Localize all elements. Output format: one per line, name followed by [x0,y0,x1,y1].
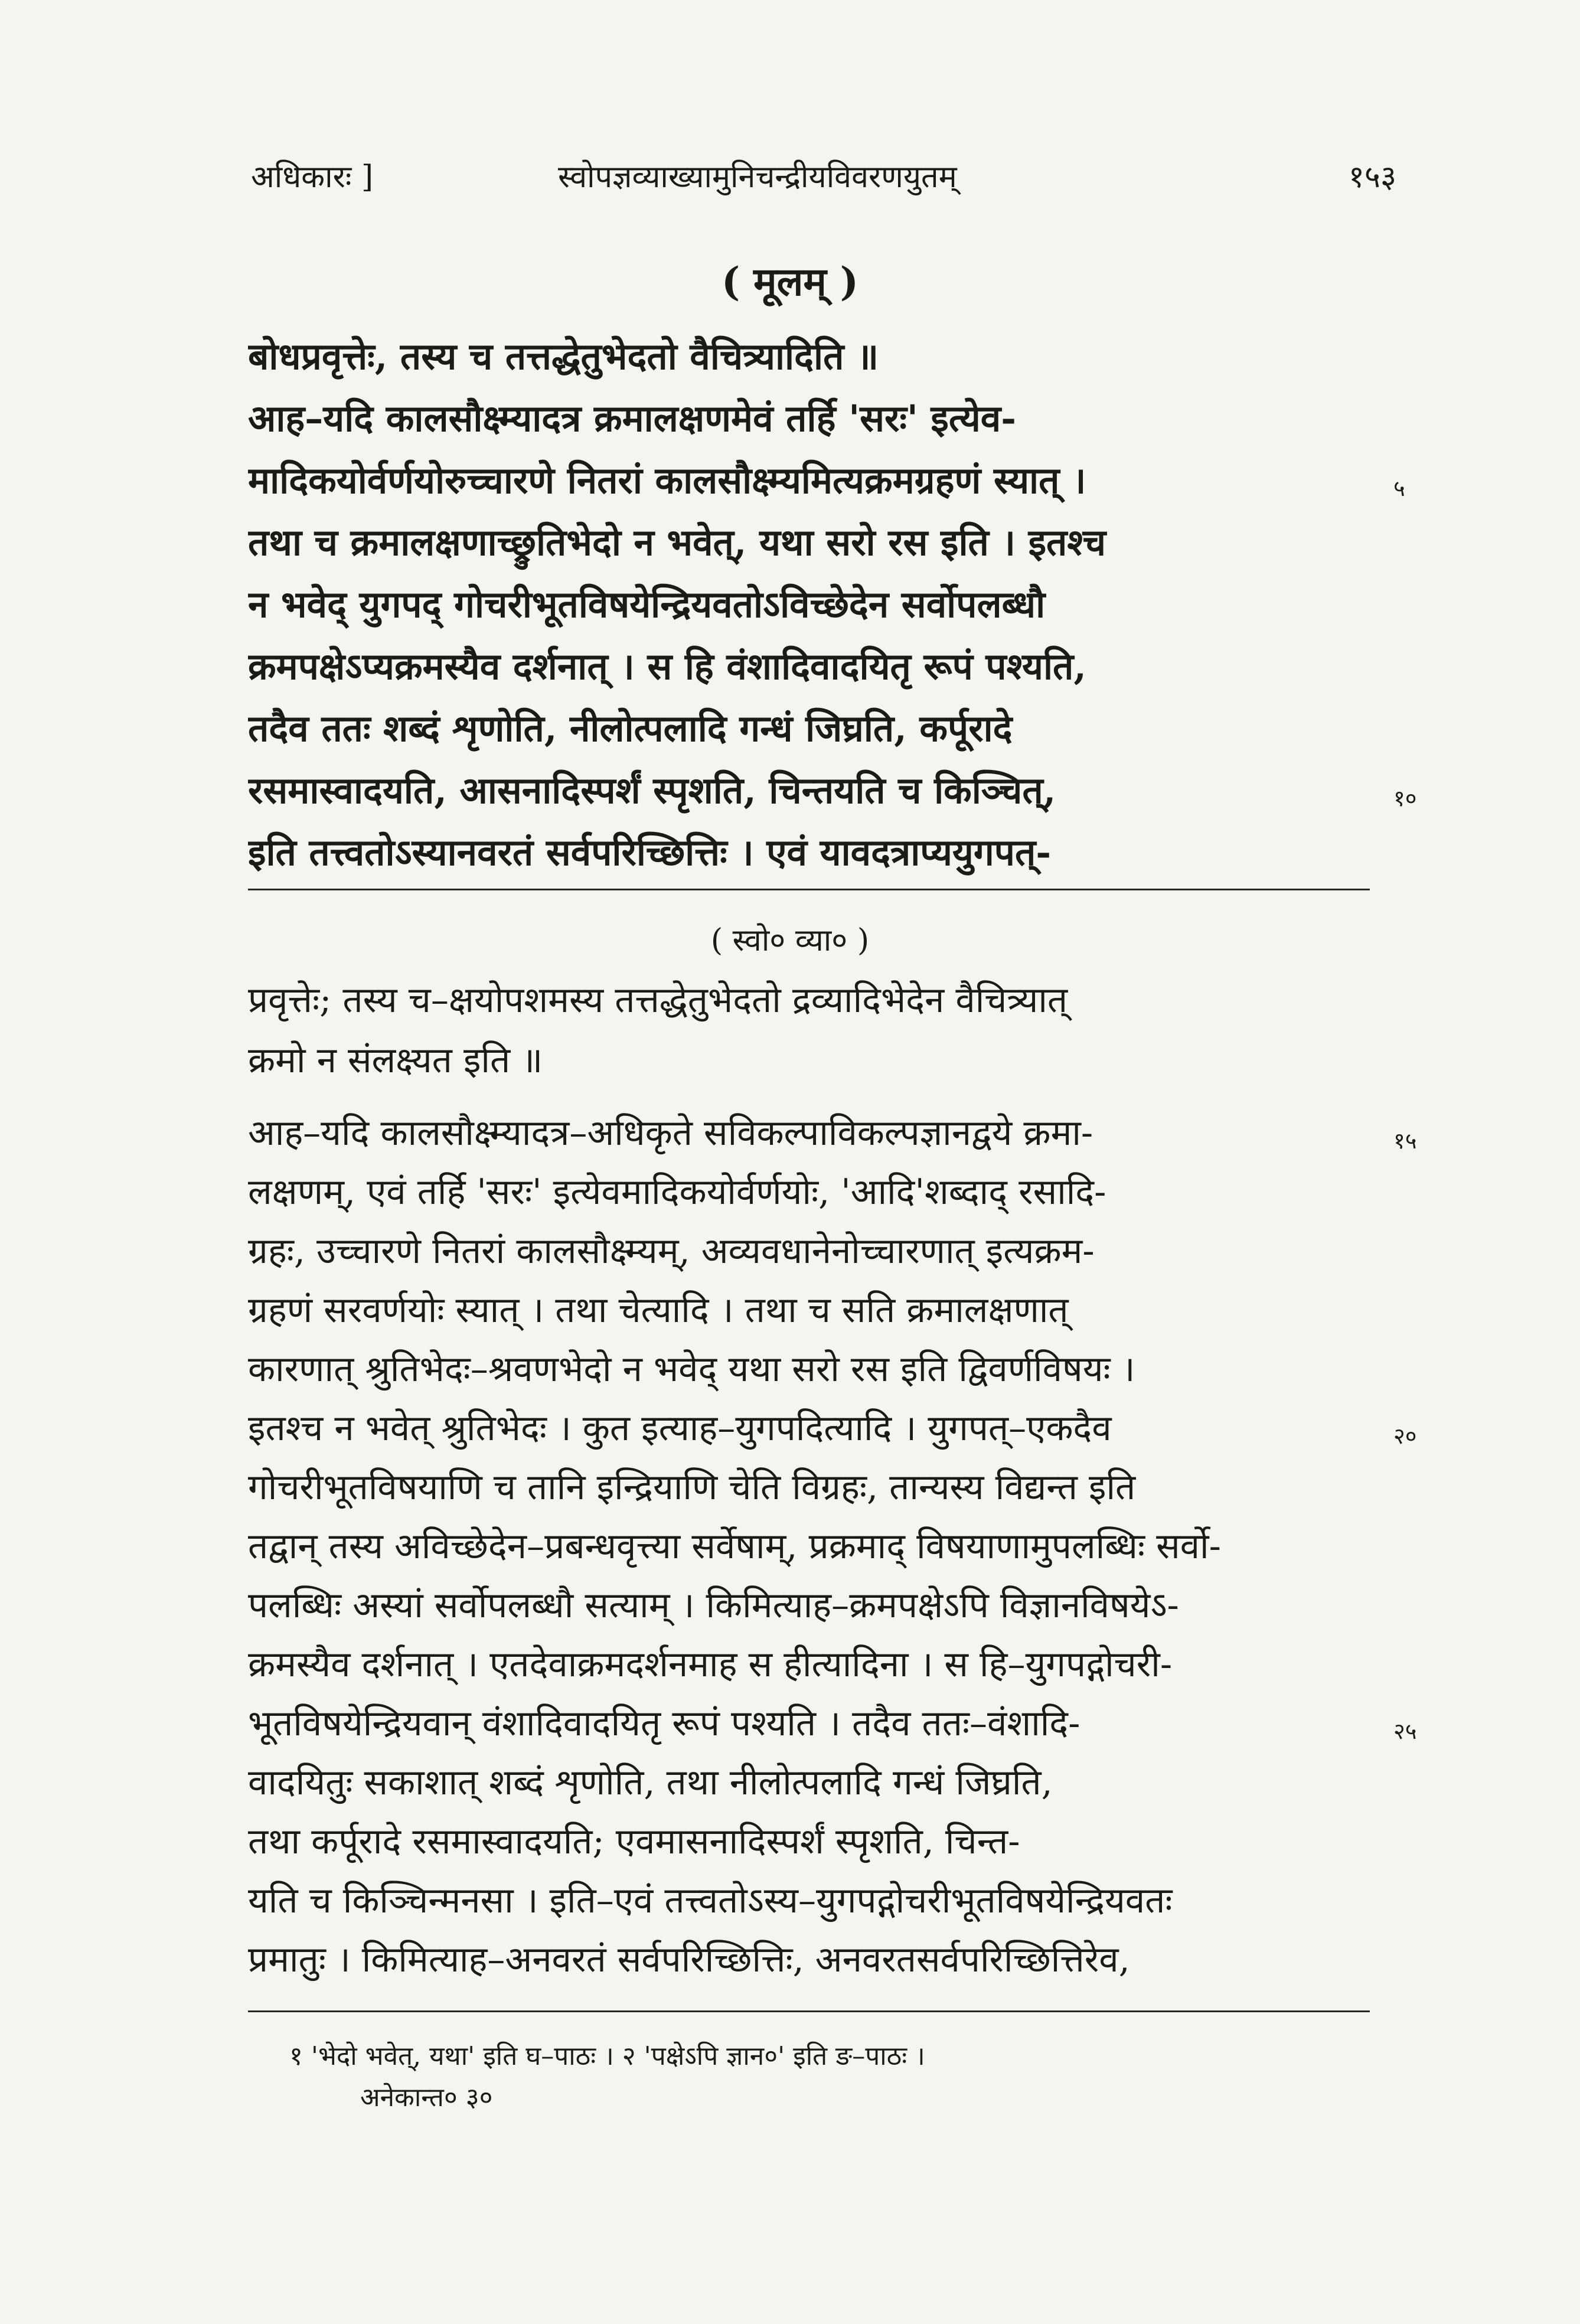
vya-line: तद्वान् तस्य अविच्छेदेन–प्रबन्धवृत्त्या सर्वेषाम्, प्रक्रमाद् विषयाणामुपलब्धिः सर्वो- [248,1526,1221,1567]
vya-line: गोचरीभूतविषयाणि च तानि इन्द्रियाणि चेति विग्रहः, तान्यस्य विद्यन्त इति [248,1467,1136,1508]
mool-line: बोधप्रवृत्तेः, तस्य च तत्तद्धेतुभेदतो वैचित्र्यादिति ॥ [248,335,879,378]
mool-line: इति तत्त्वतोऽस्यानवरतं सर्वपरिच्छित्तिः । एवं यावदत्राप्ययुगपत्- [248,831,1052,874]
vya-line: तथा कर्पूरादे रसमास्वादयति; एवमासनादिस्पर्शं स्पृशति, चिन्त- [248,1821,1020,1862]
vya-line: प्रवृत्तेः; तस्य च–क्षयोपशमस्य तत्तद्धेतुभेदतो द्रव्यादिभेदेन वैचित्र्यात् [248,980,1068,1021]
mool-heading: ( मूलम् ) [721,259,859,305]
mool-line: तथा च क्रमालक्षणाच्छ्रुतिभेदो न भवेत्, यथा सरो रस इति । इतश्च [248,521,1106,564]
vya-line: प्रमातुः । किमित्याह–अनवरतं सर्वपरिच्छित्तिः, अनवरतसर्वपरिच्छित्तिरेव, [248,1939,1130,1980]
running-header [251,155,1396,208]
vya-line: इतश्च न भवेत् श्रुतिभेदः । कुत इत्याह–युगपदित्यादि । युगपत्–एकदैव [248,1408,1112,1449]
line-number: १० [1393,785,1417,811]
chapter-marker: अधिकारः ] [251,159,374,195]
section-divider [248,889,1370,890]
vya-line: ग्रहः, उच्चारणे नितरां कालसौक्ष्म्यम्, अव्यवधानेनोच्चारणात् इत्यक्रम- [248,1230,1095,1272]
vya-line: क्रमस्यैव दर्शनात् । एतदेवाक्रमदर्शनमाह स हीत्यादिना । स हि–युगपद्गोचरी- [248,1644,1173,1685]
vya-line: भूतविषयेन्द्रियवान् वंशादिवादयितृ रूपं पश्यति । तदैव ततः–वंशादि- [248,1703,1080,1744]
mool-line: आह–यदि कालसौक्ष्म्यादत्र क्रमालक्षणमेवं तर्हि 'सरः' इत्येव- [248,397,1017,440]
mool-line: क्रमपक्षेऽप्यक्रमस्यैव दर्शनात् । स हि वंशादिवादयितृ रूपं पश्यति, [248,645,1086,688]
line-number: ५ [1393,475,1405,501]
vya-line: ग्रहणं सरवर्णयोः स्यात् । तथा चेत्यादि । तथा च सति क्रमालक्षणात् [248,1290,1069,1331]
mool-line: तदैव ततः शब्दं शृणोति, नीलोत्पलादि गन्धं जिघ्रति, कर्पूरादे [248,707,1013,750]
vya-line: यति च किञ्चिन्मनसा । इति–एवं तत्त्वतोऽस्य–युगपद्गोचरीभूतविषयेन्द्रियवतः [248,1880,1173,1921]
footnote-line: १ 'भेदो भवेत्, यथा' इति घ–पाठः । २ 'पक्षेऽपि ज्ञान०' इति ङ–पाठः । [289,2041,925,2071]
vya-line: आह–यदि कालसौक्ष्म्यादत्र–अधिकृते सविकल्पाविकल्पज्ञानद्वये क्रमा- [248,1112,1093,1154]
vya-heading: ( स्वो० व्या० ) [710,923,870,958]
line-number: १५ [1393,1128,1417,1154]
signature-mark: अनेकान्त० ३० [360,2083,493,2113]
vya-line: क्रमो न संलक्ष्यत इति ॥ [248,1040,543,1081]
page-number: १५३ [1348,159,1396,195]
mool-line: मादिकयोर्वर्णयोरुच्चारणे नितरां कालसौक्ष्म्यमित्यक्रमग्रहणं स्यात् । [248,459,1086,502]
vya-line: लक्षणम्, एवं तर्हि 'सरः' इत्येवमादिकयोर्वर्णयोः, 'आदि'शब्दाद् रसादि- [248,1171,1106,1213]
mool-line: रसमास्वादयति, आसनादिस्पर्शं स्पृशति, चिन्तयति च किञ्चित्, [248,769,1056,812]
footnote-divider [248,2010,1370,2012]
book-title: स्वोपज्ञव्याख्यामुनिचन्द्रीयविवरणयुतम् [558,159,957,195]
mool-line: न भवेद् युगपद् गोचरीभूतविषयेन्द्रियवतोऽविच्छेदेन सर्वोपलब्धौ [248,583,1046,626]
line-number: २५ [1393,1718,1417,1744]
vya-line: कारणात् श्रुतिभेदः–श्रवणभेदो न भवेद् यथा सरो रस इति द्विवर्णविषयः । [248,1349,1135,1390]
vya-line: पलब्धिः अस्यां सर्वोपलब्धौ सत्याम् । किमित्याह–क्रमपक्षेऽपि विज्ञानविषयेऽ- [248,1585,1179,1626]
line-number: २० [1393,1423,1417,1449]
vya-line: वादयितुः सकाशात् शब्दं शृणोति, तथा नीलोत्पलादि गन्धं जिघ्रति, [248,1762,1053,1803]
